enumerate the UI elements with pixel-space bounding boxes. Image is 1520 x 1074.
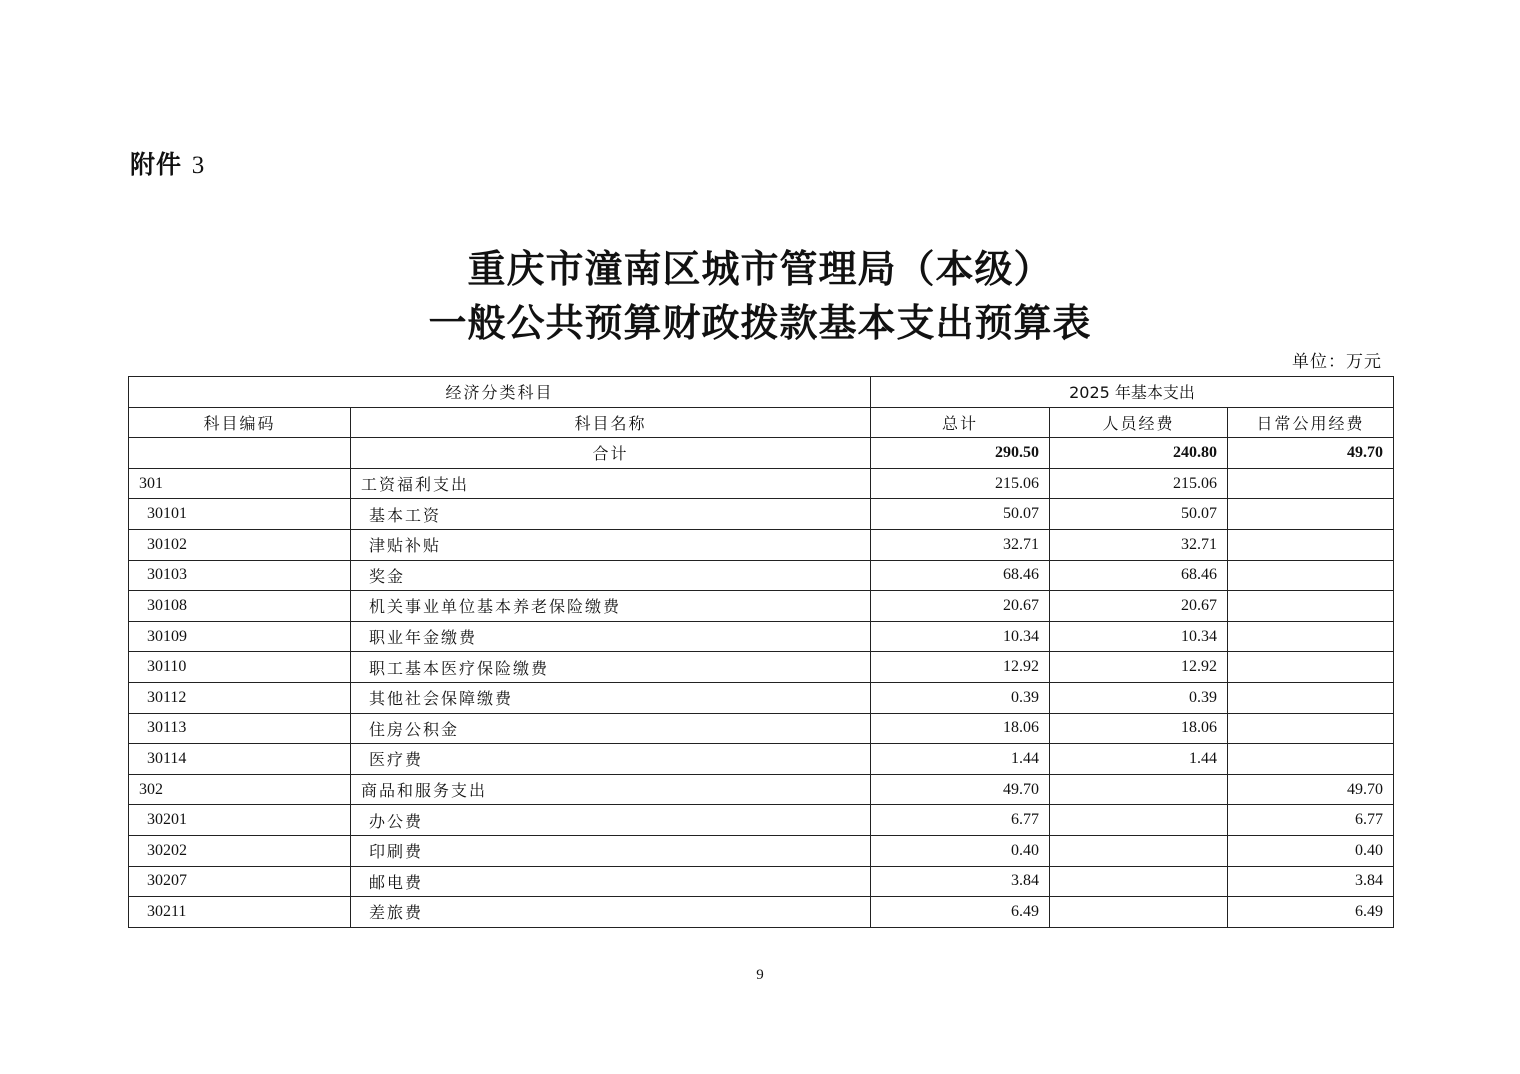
row-total-cell: 0.40 [871, 835, 1050, 866]
row-public-cell [1228, 529, 1394, 560]
row-name-cell: 其他社会保障缴费 [351, 682, 871, 713]
row-name-cell: 办公费 [351, 805, 871, 836]
group-header-basic-expenditure: 2025 年基本支出 [871, 377, 1394, 408]
row-personnel-cell: 18.06 [1050, 713, 1228, 744]
row-name-cell: 印刷费 [351, 835, 871, 866]
page-number: 9 [756, 967, 764, 983]
row-total-cell: 18.06 [871, 713, 1050, 744]
row-public-cell [1228, 652, 1394, 683]
attachment-label-text: 附件 [130, 150, 183, 179]
row-name-cell: 机关事业单位基本养老保险缴费 [351, 591, 871, 622]
row-name-cell: 职工基本医疗保险缴费 [351, 652, 871, 683]
column-header-name: 科目名称 [351, 407, 871, 438]
row-code-cell: 30114 [129, 744, 351, 775]
table-row [129, 805, 1394, 836]
row-total-cell: 6.77 [871, 805, 1050, 836]
row-public-cell [1228, 682, 1394, 713]
row-public-cell [1228, 713, 1394, 744]
row-name-cell: 医疗费 [351, 744, 871, 775]
row-public-cell [1228, 621, 1394, 652]
row-total-cell: 6.49 [871, 897, 1050, 928]
attachment-number: 3 [191, 152, 206, 179]
row-code-cell: 30103 [129, 560, 351, 591]
table-row [129, 866, 1394, 897]
row-public-cell: 0.40 [1228, 835, 1394, 866]
row-public-cell: 6.77 [1228, 805, 1394, 836]
total-row [129, 438, 1394, 469]
row-total-cell: 12.92 [871, 652, 1050, 683]
table-row [129, 621, 1394, 652]
row-code-cell: 30102 [129, 529, 351, 560]
table-row [129, 529, 1394, 560]
group-header-row [129, 377, 1394, 408]
row-code-cell: 30113 [129, 713, 351, 744]
column-header-total: 总计 [871, 407, 1050, 438]
row-name-cell: 商品和服务支出 [351, 774, 871, 805]
table-row [129, 713, 1394, 744]
row-personnel-cell: 20.67 [1050, 591, 1228, 622]
row-name-cell: 邮电费 [351, 866, 871, 897]
page-title-line-1: 重庆市潼南区城市管理局（本级） [467, 246, 1053, 291]
row-code-cell: 30109 [129, 621, 351, 652]
row-name-cell: 基本工资 [351, 499, 871, 530]
table-row [129, 835, 1394, 866]
row-name-cell: 职业年金缴费 [351, 621, 871, 652]
row-personnel-cell [1050, 835, 1228, 866]
row-personnel-cell: 215.06 [1050, 468, 1228, 499]
column-header-personnel: 人员经费 [1050, 407, 1228, 438]
column-header-public: 日常公用经费 [1228, 407, 1394, 438]
table-row [129, 560, 1394, 591]
table-row [129, 468, 1394, 499]
attachment-label [130, 145, 205, 181]
row-name-cell: 奖金 [351, 560, 871, 591]
row-personnel-cell [1050, 774, 1228, 805]
row-public-cell: 3.84 [1228, 866, 1394, 897]
row-personnel-cell [1050, 897, 1228, 928]
row-public-cell: 6.49 [1228, 897, 1394, 928]
table-row [129, 897, 1394, 928]
row-code-cell: 30110 [129, 652, 351, 683]
row-code-cell: 30207 [129, 866, 351, 897]
row-code-cell: 30211 [129, 897, 351, 928]
column-header-row [129, 407, 1394, 438]
row-code-cell: 30101 [129, 499, 351, 530]
row-public-cell [1228, 499, 1394, 530]
row-personnel-cell [1050, 866, 1228, 897]
row-personnel-cell: 0.39 [1050, 682, 1228, 713]
budget-table [128, 376, 1394, 928]
row-name-cell: 津贴补贴 [351, 529, 871, 560]
row-total-cell: 50.07 [871, 499, 1050, 530]
total-personnel-cell: 240.80 [1050, 438, 1228, 469]
row-personnel-cell [1050, 805, 1228, 836]
unit-label: 单位：万元 [1292, 352, 1382, 372]
row-public-cell [1228, 744, 1394, 775]
row-personnel-cell: 12.92 [1050, 652, 1228, 683]
row-total-cell: 0.39 [871, 682, 1050, 713]
row-code-cell: 30108 [129, 591, 351, 622]
column-header-code: 科目编码 [129, 407, 351, 438]
row-total-cell: 215.06 [871, 468, 1050, 499]
table-row [129, 591, 1394, 622]
row-total-cell: 20.67 [871, 591, 1050, 622]
row-personnel-cell: 1.44 [1050, 744, 1228, 775]
row-personnel-cell: 50.07 [1050, 499, 1228, 530]
row-personnel-cell: 10.34 [1050, 621, 1228, 652]
table-row [129, 744, 1394, 775]
row-code-cell: 302 [129, 774, 351, 805]
row-public-cell [1228, 560, 1394, 591]
total-name-cell: 合计 [351, 438, 871, 469]
group-header-economic-classification: 经济分类科目 [129, 377, 871, 408]
total-total-cell: 290.50 [871, 438, 1050, 469]
row-name-cell: 差旅费 [351, 897, 871, 928]
row-public-cell [1228, 591, 1394, 622]
row-public-cell: 49.70 [1228, 774, 1394, 805]
table-row [129, 499, 1394, 530]
row-code-cell: 301 [129, 468, 351, 499]
row-total-cell: 49.70 [871, 774, 1050, 805]
row-public-cell [1228, 468, 1394, 499]
row-total-cell: 3.84 [871, 866, 1050, 897]
table-row [129, 774, 1394, 805]
row-total-cell: 32.71 [871, 529, 1050, 560]
table-row [129, 682, 1394, 713]
row-total-cell: 68.46 [871, 560, 1050, 591]
row-personnel-cell: 32.71 [1050, 529, 1228, 560]
row-code-cell: 30201 [129, 805, 351, 836]
page-title-line-2: 一般公共预算财政拨款基本支出预算表 [428, 300, 1092, 345]
table-row [129, 652, 1394, 683]
row-total-cell: 1.44 [871, 744, 1050, 775]
row-code-cell: 30112 [129, 682, 351, 713]
total-code-cell [129, 438, 351, 469]
total-public-cell: 49.70 [1228, 438, 1394, 469]
row-code-cell: 30202 [129, 835, 351, 866]
row-total-cell: 10.34 [871, 621, 1050, 652]
row-name-cell: 住房公积金 [351, 713, 871, 744]
row-personnel-cell: 68.46 [1050, 560, 1228, 591]
row-name-cell: 工资福利支出 [351, 468, 871, 499]
